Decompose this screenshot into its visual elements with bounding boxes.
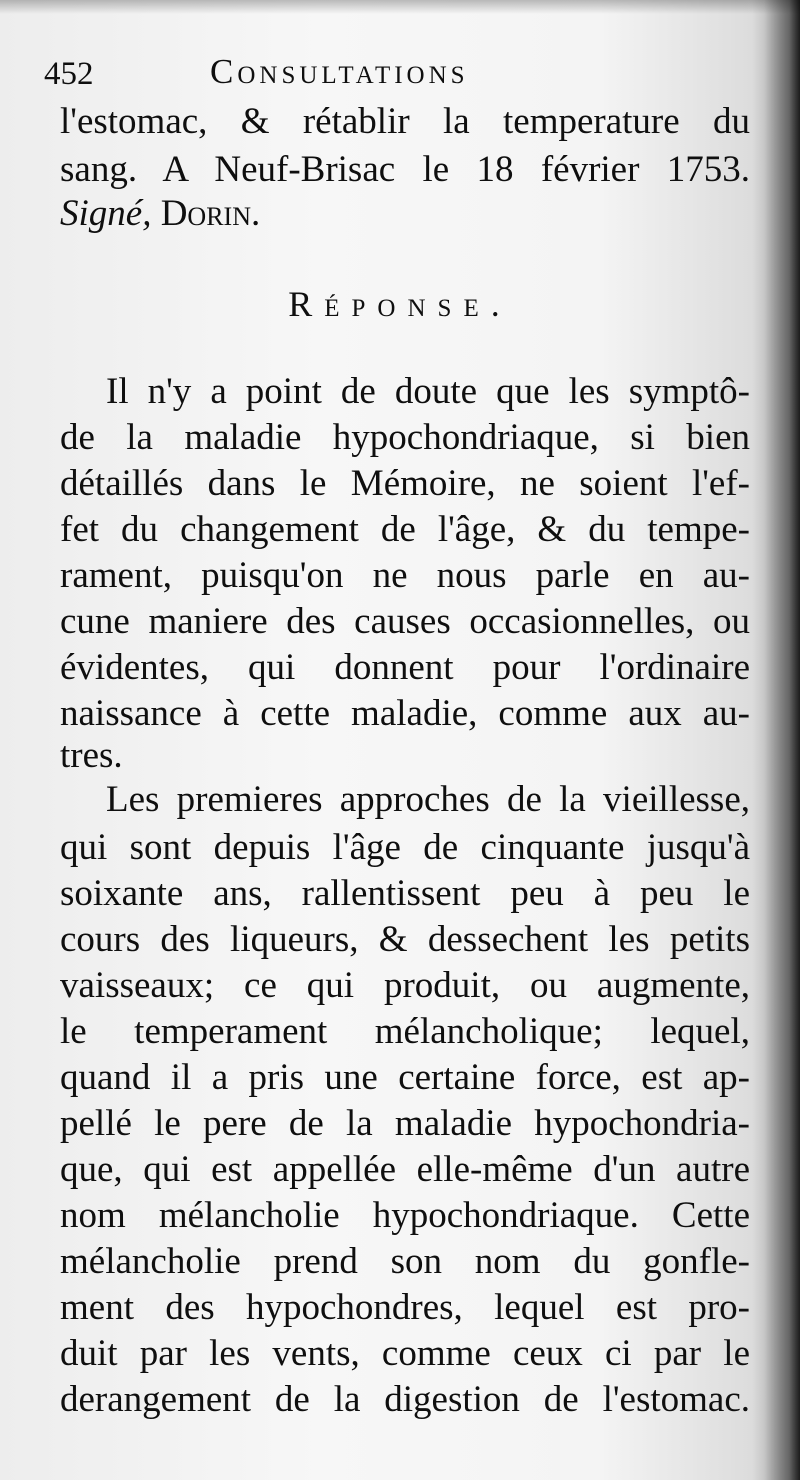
signer-name: Dorin. <box>160 193 261 234</box>
paragraph-line: de la maladie hypochondriaque, si bien <box>60 417 750 458</box>
paragraph-line: fet du changement de l'âge, & du tempe- <box>60 509 750 550</box>
paragraph-line: pellé le pere de la maladie hypochondria- <box>60 1103 750 1144</box>
running-title: Consultations <box>210 52 469 91</box>
response-heading: Réponse. <box>288 284 512 324</box>
paragraph-line: que, qui est appellée elle-même d'un autre <box>60 1149 750 1190</box>
paragraph-line: détaillés dans le Mémoire, ne soient l'ef- <box>60 463 750 504</box>
paragraph-line: Les premieres approches de la vieillesse, <box>106 779 750 820</box>
paragraph-line: cune maniere des causes occasionnelles, ou <box>60 601 750 642</box>
paragraph-line: tres. <box>60 735 123 776</box>
paragraph-line: nom mélancholie hypochondriaque. Cette <box>60 1195 750 1236</box>
letter-line: sang. A Neuf-Brisac le 18 février 1753. <box>60 149 750 190</box>
paragraph-line: rament, puisqu'on ne nous parle en au- <box>60 555 750 596</box>
paragraph-line: soixante ans, rallentissent peu à peu le <box>60 873 750 914</box>
paragraph-line: Il n'y a point de doute que les symptô- <box>106 371 750 412</box>
page-top-shadow <box>0 0 800 14</box>
paragraph-line: naissance à cette maladie, comme aux au- <box>60 693 750 734</box>
page-number: 452 <box>44 56 94 92</box>
paragraph-line: le temperament mélancholique; lequel, <box>60 1011 750 1052</box>
signature-line <box>60 192 750 236</box>
paragraph-line: vaisseaux; ce qui produit, ou augmente, <box>60 965 750 1006</box>
paragraph-line: derangement de la digestion de l'estomac. <box>60 1379 750 1420</box>
signed-label: Signé, <box>60 193 152 234</box>
letter-line: l'estomac, & rétablir la temperature du <box>60 101 750 142</box>
paragraph-line: mélancholie prend son nom du gonfle- <box>60 1241 750 1282</box>
paragraph-line: cours des liqueurs, & dessechent les petits <box>60 919 750 960</box>
paragraph-line: qui sont depuis l'âge de cinquante jusqu'à <box>60 827 750 868</box>
paragraph-line: évidentes, qui donnent pour l'ordinaire <box>60 647 750 688</box>
paragraph-line: quand il a pris une certaine force, est ap- <box>60 1057 750 1098</box>
page-gutter-shadow <box>764 0 800 1480</box>
paragraph-line: duit par les vents, comme ceux ci par le <box>60 1333 750 1374</box>
paragraph-line: ment des hypochondres, lequel est pro- <box>60 1287 750 1328</box>
